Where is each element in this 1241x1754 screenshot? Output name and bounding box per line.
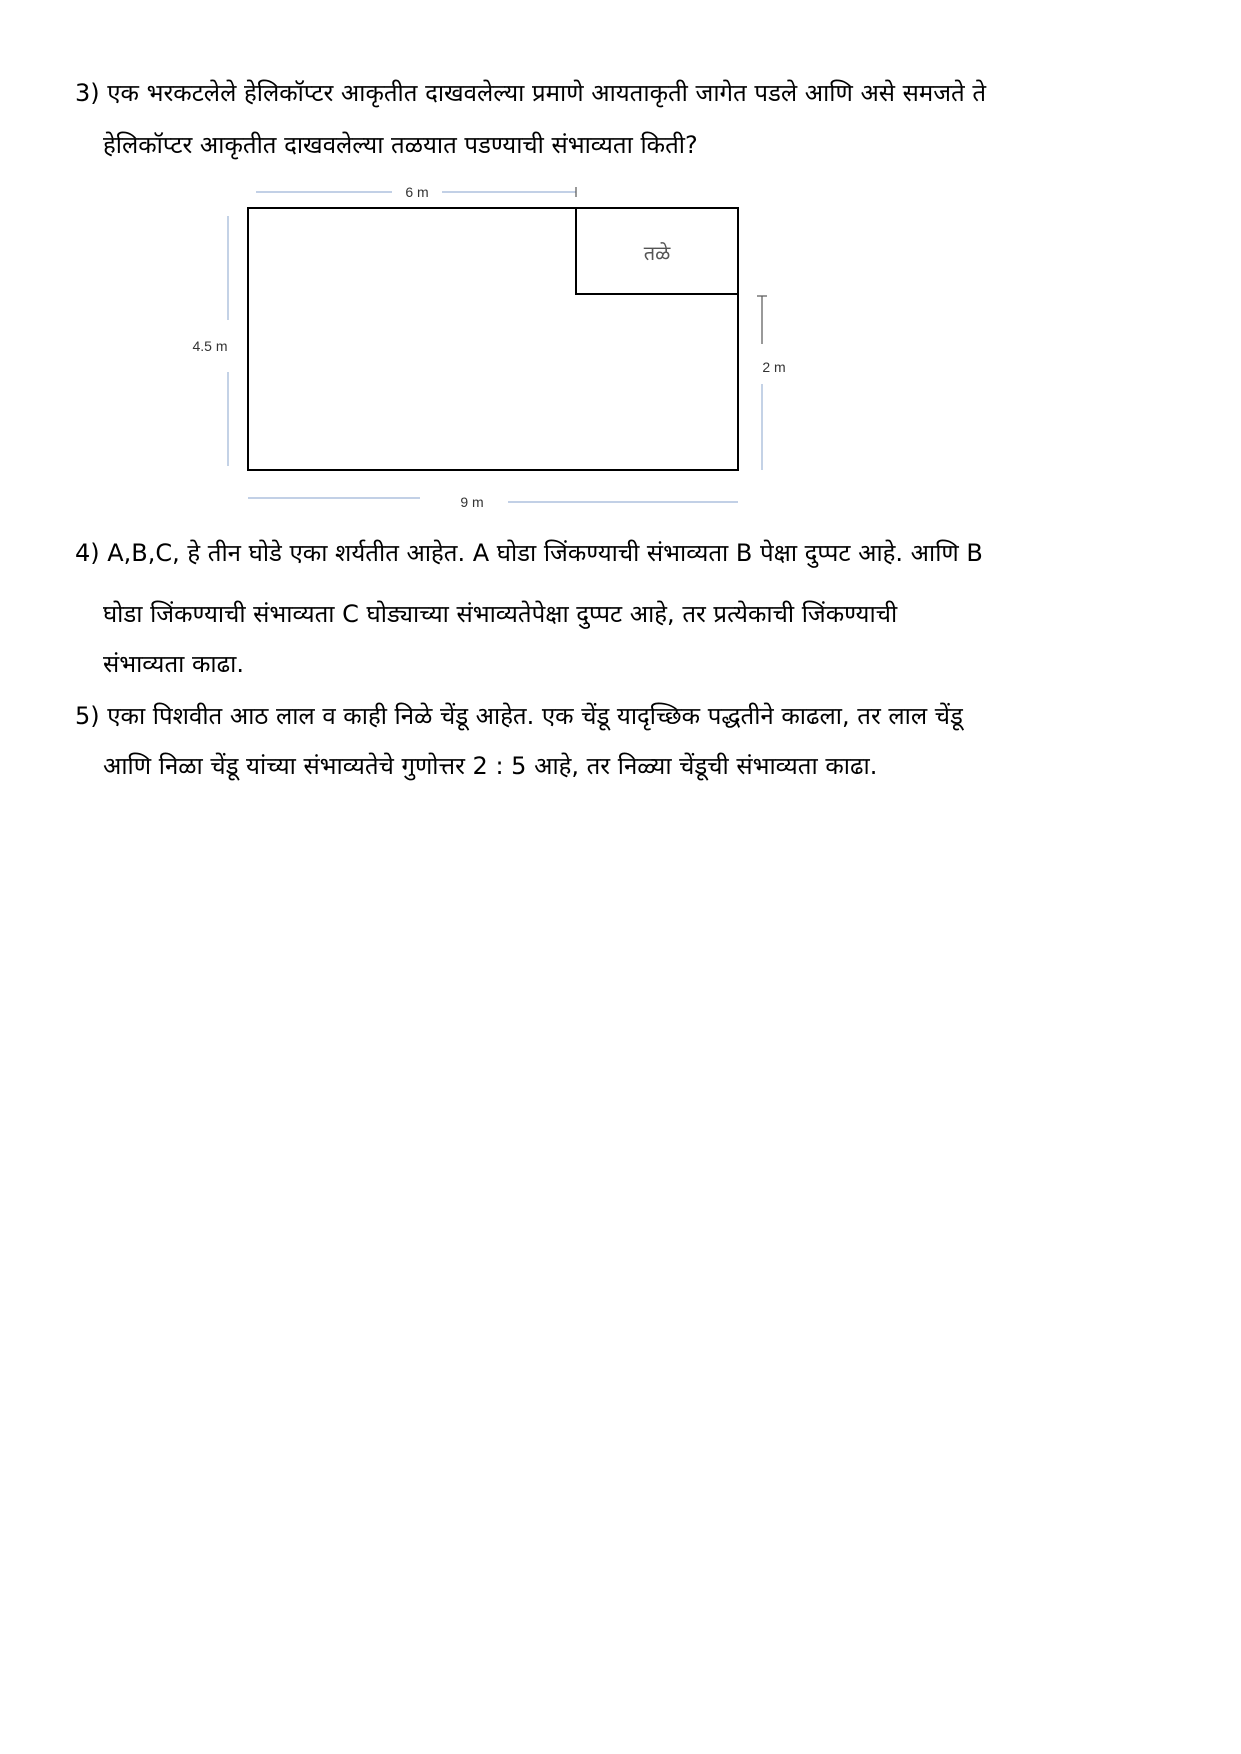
pond-diagram [180,176,820,520]
question-4-line-3: संभाव्यता काढा. [103,650,244,678]
top-dim-label: 6 m [405,184,429,200]
question-5-line-1: 5) एका पिशवीत आठ लाल व काही निळे चेंडू आहेत. एक चेंडू यादृच्छिक पद्धतीने काढला, तर लाल चेंडू [75,702,963,730]
pond-label: तळे [643,241,671,265]
question-4-line-2: घोडा जिंकण्याची संभाव्यता C घोड्याच्या संभाव्यतेपेक्षा दुप्पट आहे, तर प्रत्येकाची जिंकण्याची [103,600,898,628]
right-dim-label: 2 m [762,359,786,375]
question-3-line-1: 3) एक भरकटलेले हेलिकॉप्टर आकृतीत दाखवलेल्या प्रमाणे आयताकृती जागेत पडले आणि असे समजते ते [75,79,987,107]
question-5-line-2: आणि निळा चेंडू यांच्या संभाव्यतेचे गुणोत्तर 2 : 5 आहे, तर निळ्या चेंडूची संभाव्यता काढा. [103,752,878,780]
bottom-dim-label: 9 m [460,494,484,510]
question-4-line-1: 4) A,B,C, हे तीन घोडे एका शर्यतीत आहेत. A घोडा जिंकण्याची संभाव्यता B पेक्षा दुप्पट आहे. आणि B [75,539,983,567]
left-dim-label: 4.5 m [192,338,228,354]
pond-diagram-svg [180,176,820,520]
question-3-line-2: हेलिकॉप्टर आकृतीत दाखवलेल्या तळयात पडण्याची संभाव्यता किती? [103,131,698,159]
